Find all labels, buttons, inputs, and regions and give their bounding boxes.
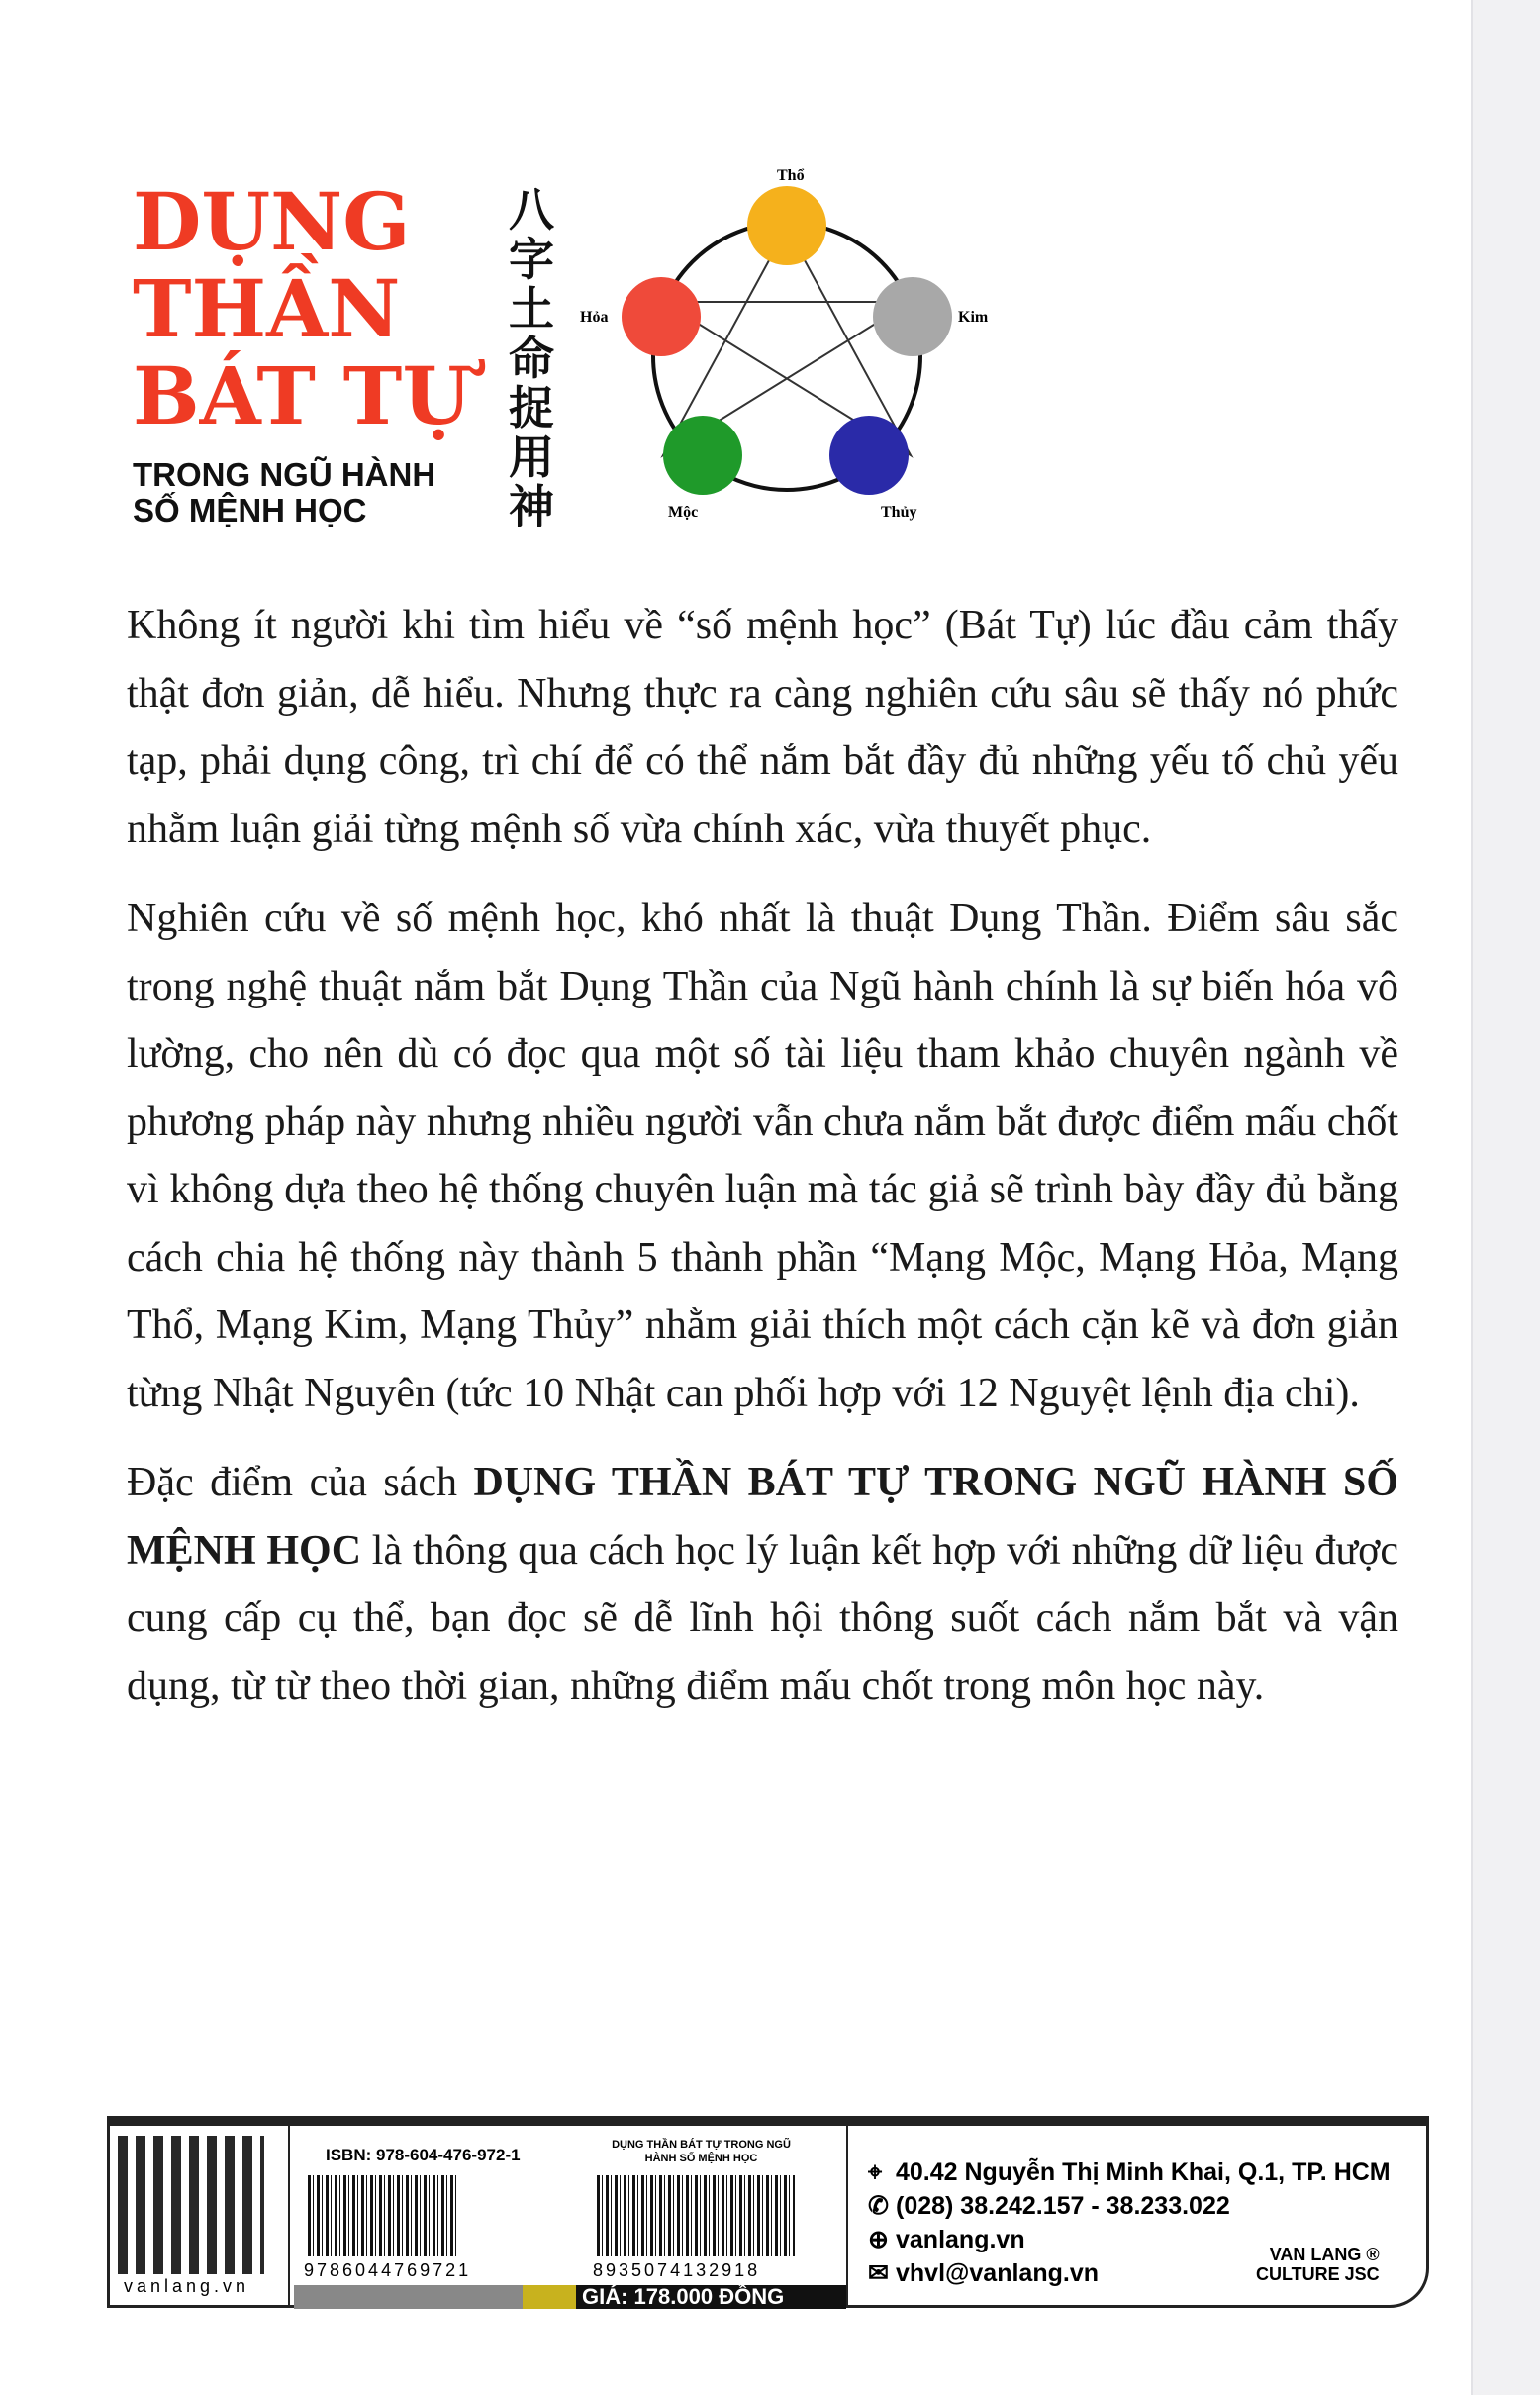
- product-barcode: [597, 2175, 795, 2256]
- qr-caption: vanlang.vn: [124, 2276, 250, 2296]
- back-cover-description: [127, 592, 1398, 1742]
- publisher-footer: [107, 2116, 1429, 2308]
- title-line: DỤNG: [133, 175, 411, 268]
- subtitle-line: TRONG NGŨ HÀNH: [133, 456, 436, 493]
- barcode-number: 9786044769721: [304, 2260, 472, 2280]
- tho-element: [747, 186, 826, 265]
- thuy-element: [829, 416, 909, 495]
- page-edge: [1471, 0, 1540, 2395]
- label-hoa: Hỏa: [580, 309, 609, 326]
- book-title: [133, 175, 499, 442]
- label-thuy: Thủy: [881, 504, 917, 521]
- cjk-char: 八: [509, 185, 554, 236]
- barcode-book-title: DỤNG THẦN BÁT TỰ TRONG NGŨ HÀNH SỐ MỆNH HỌC: [612, 2139, 791, 2164]
- publisher-logo: [1256, 2245, 1380, 2284]
- cjk-char: 神: [509, 482, 554, 532]
- title-line: BÁT TỰ: [133, 349, 471, 442]
- phone-icon: ✆: [868, 2192, 889, 2220]
- brand-line: VAN LANG ®: [1269, 2245, 1380, 2264]
- book-title-bold: DỤNG THẦN BÁT TỰ TRONG NGŨ HÀNH SỐ MỆNH HỌC: [127, 1460, 1398, 1574]
- label-moc: Mộc: [668, 504, 699, 521]
- five-elements-diagram: [574, 158, 1010, 534]
- qr-code: [118, 2136, 264, 2274]
- address: 40.42 Nguyễn Thị Minh Khai, Q.1, TP. HCM: [896, 2158, 1391, 2186]
- paragraph: [127, 1449, 1398, 1720]
- subtitle-line: SỐ MỆNH HỌC: [133, 492, 367, 528]
- phone: (028) 38.242.157 - 38.233.022: [896, 2192, 1230, 2220]
- yellow-strip: [523, 2285, 576, 2309]
- website-link[interactable]: vanlang.vn: [896, 2226, 1025, 2253]
- book-subtitle: [133, 457, 435, 528]
- email-link[interactable]: vhvl@vanlang.vn: [896, 2259, 1099, 2287]
- cjk-char: 用: [509, 432, 554, 483]
- isbn-barcode: [308, 2175, 456, 2256]
- text-span: Đặc điểm của sách: [127, 1460, 474, 1505]
- paragraph: Nghiên cứu về số mệnh học, khó nhất là thuật Dụng Thần. Điểm sâu sắc trong nghệ thuật nắm bắt Dụng Thần của Ngũ hành chính là sự biến hóa vô lường, cho nên dù có đọc qua một số tài liệu tham khảo chuyên ngành về phương pháp này nhưng nhiều người vẫn chưa nắm bắt được điểm mấu chốt vì không dựa theo hệ thống chuyên luận mà tác giả sẽ trình bày đầy đủ bằng cách chia hệ thống này thành 5 thành phần “Mạng Mộc, Mạng Hỏa, Mạng Thổ, Mạng Kim, Mạng Thủy” nhằm giải thích một cách cặn kẽ và đơn giản từng Nhật Nguyên (tức 10 Nhật can phối hợp với 12 Nguyệt lệnh địa chi).: [127, 896, 1398, 1416]
- title-line: THẦN: [133, 262, 401, 355]
- location-pin-icon: ⌖: [868, 2158, 883, 2186]
- cjk-char: 捉: [509, 383, 554, 433]
- divider: [846, 2126, 848, 2308]
- cjk-char: 土: [509, 284, 554, 335]
- text-span: là thông qua cách học lý luận kết hợp với những dữ liệu được cung cấp cụ thể, bạn đọc sẽ dễ lĩnh hội thông suốt cách nắm bắt và vận dụng, từ từ theo thời gian, những điểm mấu chốt trong môn học này.: [127, 1527, 1398, 1709]
- globe-icon: ⊕: [868, 2226, 889, 2253]
- chinese-title: [507, 186, 556, 532]
- cjk-char: 命: [509, 334, 554, 384]
- isbn: ISBN: 978-604-476-972-1: [326, 2146, 521, 2164]
- brand-line: CULTURE JSC: [1256, 2264, 1380, 2284]
- gray-strip: [294, 2285, 523, 2309]
- paragraph: Không ít người khi tìm hiểu về “số mệnh học” (Bát Tự) lúc đầu cảm thấy thật đơn giản, dễ hiểu. Nhưng thực ra càng nghiên cứu sâu sẽ thấy nó phức tạp, phải dụng công, trì chí để có thể nắm bắt đầy đủ những yếu tố chủ yếu nhằm luận giải từng mệnh số vừa chính xác, vừa thuyết phục.: [127, 603, 1398, 852]
- divider: [288, 2126, 290, 2308]
- moc-element: [663, 416, 742, 495]
- price: GIÁ: 178.000 ĐỒNG: [576, 2285, 846, 2309]
- barcode-number: 8935074132918: [593, 2260, 761, 2280]
- label-tho: Thổ: [777, 167, 805, 184]
- hoa-element: [622, 277, 701, 356]
- kim-element: [873, 277, 952, 356]
- cjk-char: 字: [509, 235, 554, 285]
- label-kim: Kim: [958, 309, 989, 326]
- mail-icon: ✉: [868, 2259, 889, 2287]
